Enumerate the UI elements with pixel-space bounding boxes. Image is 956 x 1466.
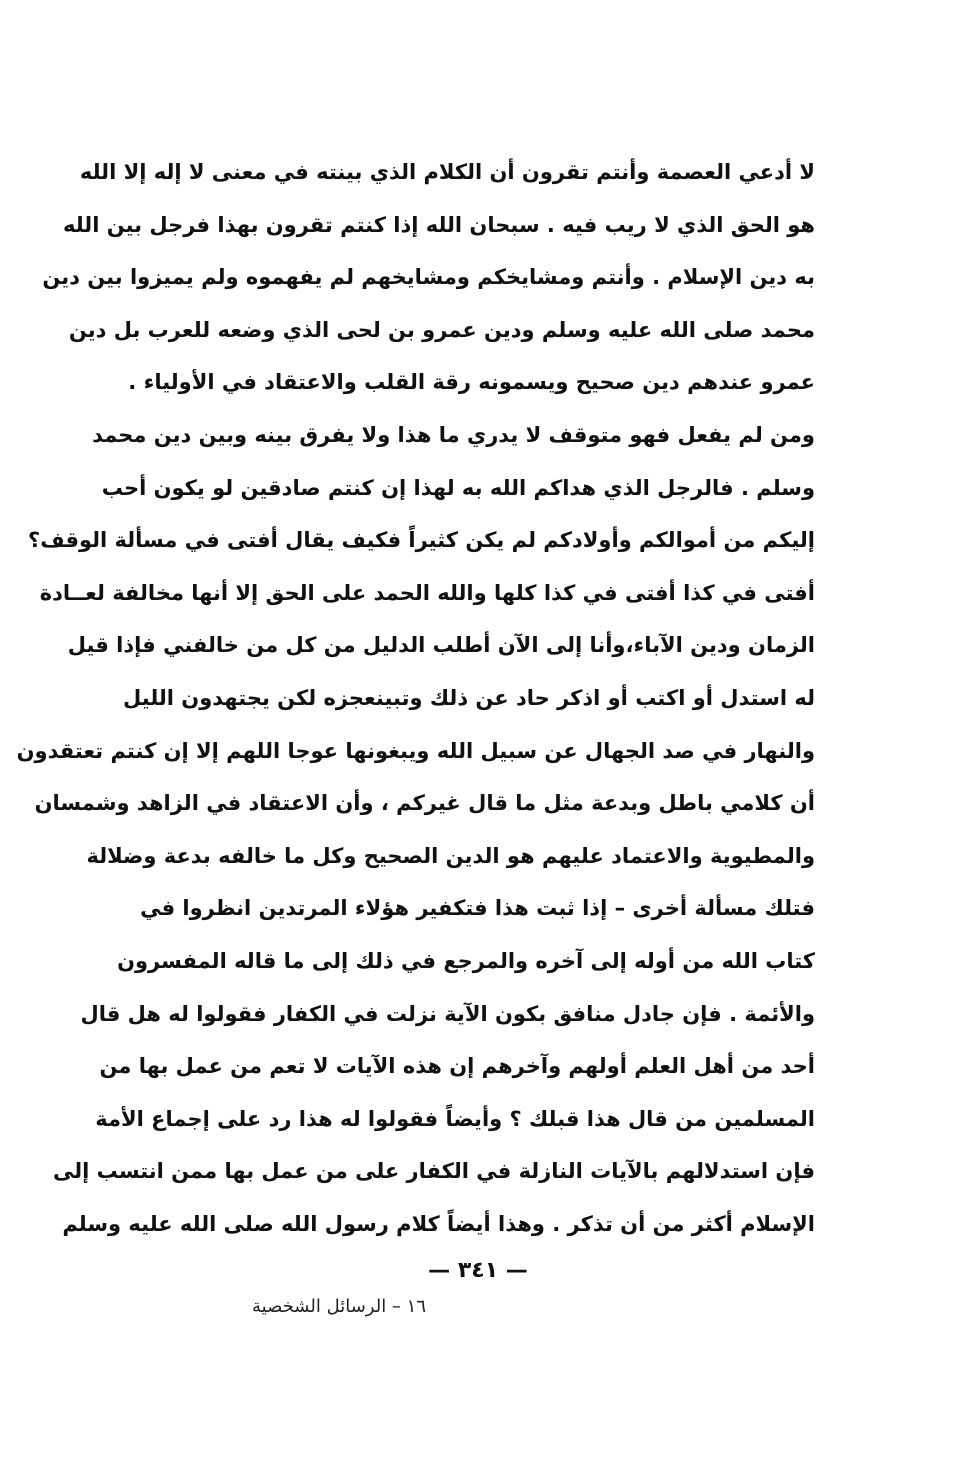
text-line: إليكم من أموالكم وأولادكم لم يكن كثيراً فكيف يقال أفتى في مسألة الوقف؟ <box>28 528 815 553</box>
text-line: أحد من أهل العلم أولهم وآخرهم إن هذه الآيات لا تعم من عمل بها من <box>99 1054 815 1079</box>
footer-signature: ١٦ – الرسائل الشخصية <box>252 1296 426 1317</box>
text-line: أفتى في كذا أفتى في كذا كلها والله الحمد على الحق إلا أنها مخالفة لعــادة <box>39 580 815 605</box>
text-line: عمرو عندهم دين صحيح ويسمونه رقة القلب والاعتقاد في الأولياء . <box>128 370 815 395</box>
text-line: محمد صلى الله عليه وسلم ودين عمرو بن لحى الذي وضعه للعرب بل دين <box>68 317 815 342</box>
text-line: كتاب الله من أوله إلى آخره والمرجع في ذلك إلى ما قاله المفسرون <box>117 948 815 973</box>
body-text <box>16 146 815 1250</box>
text-line: فإن استدلالهم بالآيات النازلة في الكفار على من عمل بها ممن انتسب إلى <box>52 1159 815 1184</box>
text-line: به دين الإسلام . وأنتم ومشايخكم ومشايخهم لم يفهموه ولم يميزوا بين دين <box>42 265 815 290</box>
text-line: ومن لم يفعل فهو متوقف لا يدري ما هذا ولا يفرق بينه وبين دين محمد <box>92 422 815 447</box>
text-line: له استدل أو اكتب أو اذكر حاد عن ذلك وتبينعجزه لكن يجتهدون الليل <box>123 685 815 710</box>
text-line: والمطيوية والاعتماد عليهم هو الدين الصحيح وكل ما خالفه بدعة وضلالة <box>86 843 815 868</box>
text-line: الزمان ودين الآباء،وأنا إلى الآن أطلب الدليل من كل من خالفني فإذا قيل <box>67 633 815 658</box>
page-number: — ٣٤١ — <box>428 1258 528 1283</box>
text-line: أن كلامي باطل وبدعة مثل ما قال غيركم ، وأن الاعتقاد في الزاهد وشمسان <box>34 791 815 816</box>
text-line: المسلمين من قال هذا قبلك ؟ وأيضاً فقولوا له هذا رد على إجماع الأمة <box>95 1106 815 1131</box>
text-line: فتلك مسألة أخرى – إذا ثبت هذا فتكفير هؤلاء المرتدين انظروا في <box>140 896 815 921</box>
text-line: الإسلام أكثر من أن تذكر . وهذا أيضاً كلام رسول الله صلى الله عليه وسلم <box>62 1211 815 1236</box>
text-line: والنهار في صد الجهال عن سبيل الله ويبغونها عوجا اللهم إلا إن كنتم تعتقدون <box>16 738 815 763</box>
text-line: لا أدعي العصمة وأنتم تقرون أن الكلام الذي بينته في معنى لا إله إلا الله <box>79 160 815 184</box>
text-line: هو الحق الذي لا ريب فيه . سبحان الله إذا كنتم تقرون بهذا فرجل بين الله <box>63 212 815 237</box>
text-line: والأئمة . فإن جادل منافق بكون الآية نزلت في الكفار فقولوا له هل قال <box>80 1001 815 1026</box>
text-line: وسلم . فالرجل الذي هداكم الله به لهذا إن كنتم صادقين لو يكون أحب <box>101 475 815 500</box>
